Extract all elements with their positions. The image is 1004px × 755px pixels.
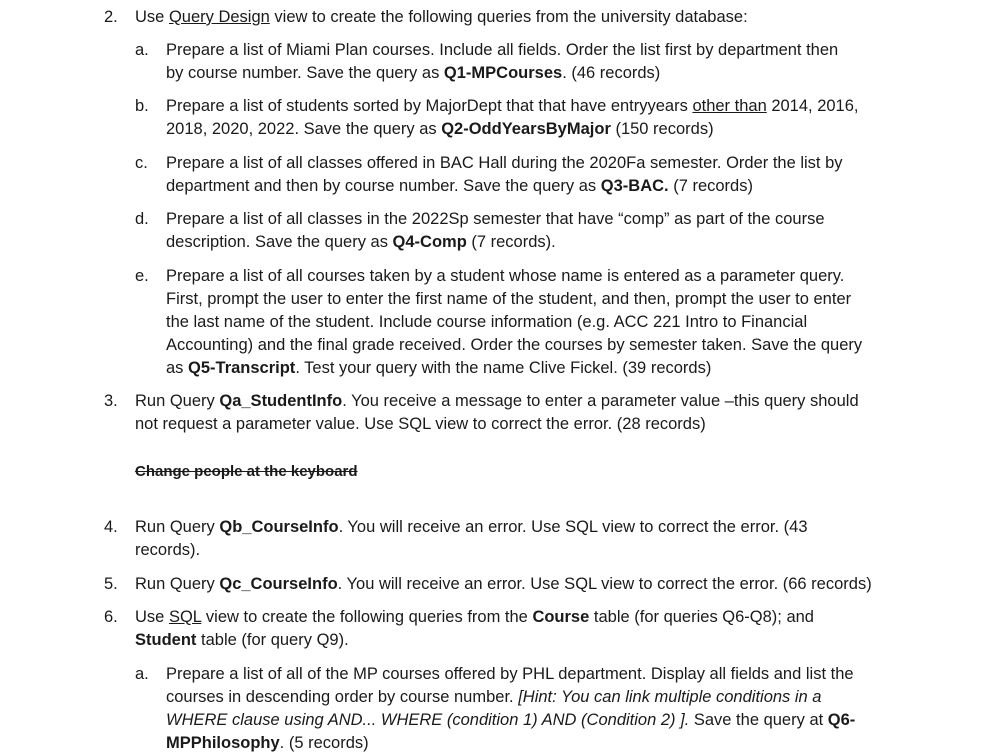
list-marker: 5. xyxy=(104,575,118,593)
bold-text: Q4-Comp xyxy=(392,233,467,251)
text-run: not request a parameter value. Use SQL view to correct the error. (28 records) xyxy=(135,415,706,433)
text-run: Prepare a list of all classes in the 2022Sp semester that have “comp” as part of the course xyxy=(166,210,825,228)
text-line xyxy=(166,175,926,198)
text-line xyxy=(166,118,926,141)
text-run: view to create the following queries from the xyxy=(201,608,533,626)
list-item-text xyxy=(135,6,915,29)
text-run: Run Query xyxy=(135,518,220,536)
text-line xyxy=(166,39,926,62)
list-item-text xyxy=(135,606,915,652)
list-marker: a. xyxy=(135,665,149,683)
list-item-text xyxy=(166,208,926,254)
list-item-text xyxy=(166,95,926,141)
text-run: Run Query xyxy=(135,392,220,410)
underlined-text: Query Design xyxy=(168,8,270,26)
bold-text: Q2-OddYearsByMajor xyxy=(441,120,611,138)
text-run: view to create the following queries from the university database: xyxy=(269,8,748,26)
text-run: . Test your query with the name Clive Fickel. (39 records) xyxy=(295,359,712,377)
text-line xyxy=(166,95,926,118)
list-marker: 6. xyxy=(104,608,118,626)
text-line xyxy=(135,6,915,29)
text-line xyxy=(135,413,915,436)
text-run: as xyxy=(166,359,189,377)
text-run: . You will receive an error. Use SQL view to correct the error. (66 records) xyxy=(337,575,872,593)
list-item-text xyxy=(166,152,926,198)
list-item-text xyxy=(166,39,926,85)
text-run: Prepare a list of Miami Plan courses. Include all fields. Order the list first by department then xyxy=(166,41,839,59)
bold-text: Course xyxy=(532,608,590,626)
text-run: (150 records) xyxy=(610,120,714,138)
text-run: (7 records). xyxy=(466,233,556,251)
underlined-text: other than xyxy=(692,97,767,115)
text-line xyxy=(166,265,926,288)
text-line xyxy=(166,334,926,357)
text-run: table (for query Q9). xyxy=(196,631,349,649)
text-run: description. Save the query as xyxy=(166,233,393,251)
text-line xyxy=(135,390,915,413)
text-line xyxy=(166,357,926,380)
list-marker: d. xyxy=(135,210,149,228)
text-line xyxy=(166,208,926,231)
text-run: First, prompt the user to enter the first name of the student, and then, prompt the user to enter xyxy=(166,290,852,308)
text-line xyxy=(166,231,926,254)
italic-text: WHERE clause using AND... WHERE (condition 1) AND (Condition 2) ]. xyxy=(166,711,690,729)
bold-text: Q3-BAC. xyxy=(600,177,669,195)
list-item-text xyxy=(135,573,915,596)
text-line xyxy=(135,573,915,596)
list-item-text xyxy=(135,390,915,436)
bold-text: MPPhilosophy xyxy=(166,734,280,752)
text-line xyxy=(135,629,915,652)
text-run: the last name of the student. Include course information (e.g. ACC 221 Intro to Financial xyxy=(166,313,808,331)
bold-text: Qc_CourseInfo xyxy=(219,575,338,593)
text-line xyxy=(166,288,926,311)
bold-text: Qa_StudentInfo xyxy=(219,392,343,410)
divider-note: Change people at the keyboard xyxy=(135,463,358,480)
bold-text: Q6- xyxy=(827,711,856,729)
text-line xyxy=(166,62,926,85)
list-marker: a. xyxy=(135,41,149,59)
text-run: . (46 records) xyxy=(562,64,661,82)
italic-text: [Hint: You can link multiple conditions in a xyxy=(518,688,822,706)
text-line xyxy=(166,709,926,732)
text-run: 2018, 2020, 2022. Save the query as xyxy=(166,120,442,138)
text-run: records). xyxy=(135,541,201,559)
list-marker: 3. xyxy=(104,392,118,410)
text-run: Prepare a list of all courses taken by a student whose name is entered as a parameter query. xyxy=(166,267,845,285)
text-run: Use xyxy=(135,608,169,626)
list-marker: 2. xyxy=(104,8,118,26)
text-run: . You receive a message to enter a parameter value –this query should xyxy=(342,392,859,410)
list-marker: b. xyxy=(135,97,149,115)
text-line xyxy=(166,686,926,709)
text-run: table (for queries Q6-Q8); and xyxy=(589,608,814,626)
text-line xyxy=(135,539,915,562)
text-run: . (5 records) xyxy=(279,734,369,752)
text-run: courses in descending order by course number. xyxy=(166,688,519,706)
underlined-text: SQL xyxy=(168,608,202,626)
text-run: 2014, 2016, xyxy=(766,97,859,115)
text-line xyxy=(166,663,926,686)
list-item-text xyxy=(166,663,926,755)
text-run: by course number. Save the query as xyxy=(166,64,444,82)
text-run: department and then by course number. Save the query as xyxy=(166,177,601,195)
text-run: Prepare a list of all of the MP courses offered by PHL department. Display all fields and list the xyxy=(166,665,854,683)
text-run: Use xyxy=(135,8,169,26)
text-run: Prepare a list of all classes offered in BAC Hall during the 2020Fa semester. Order the list by xyxy=(166,154,843,172)
bold-text: Q5-Transcript xyxy=(188,359,296,377)
text-run: Run Query xyxy=(135,575,220,593)
list-item-text xyxy=(166,265,926,380)
text-run: Prepare a list of students sorted by MajorDept that that have entryyears xyxy=(166,97,693,115)
text-line xyxy=(166,732,926,755)
text-line xyxy=(166,152,926,175)
text-line xyxy=(135,516,915,539)
list-marker: c. xyxy=(135,154,148,172)
text-run: Save the query at xyxy=(689,711,828,729)
text-line xyxy=(135,606,915,629)
text-line xyxy=(166,311,926,334)
text-run: (7 records) xyxy=(668,177,753,195)
bold-text: Q1-MPCourses xyxy=(443,64,563,82)
list-item-text xyxy=(135,516,915,562)
text-run: . You will receive an error. Use SQL view to correct the error. (43 xyxy=(338,518,808,536)
list-marker: e. xyxy=(135,267,149,285)
bold-text: Qb_CourseInfo xyxy=(219,518,339,536)
bold-text: Student xyxy=(135,631,197,649)
list-marker: 4. xyxy=(104,518,118,536)
text-run: Accounting) and the final grade received. Order the courses by semester taken. Save the query xyxy=(166,336,863,354)
